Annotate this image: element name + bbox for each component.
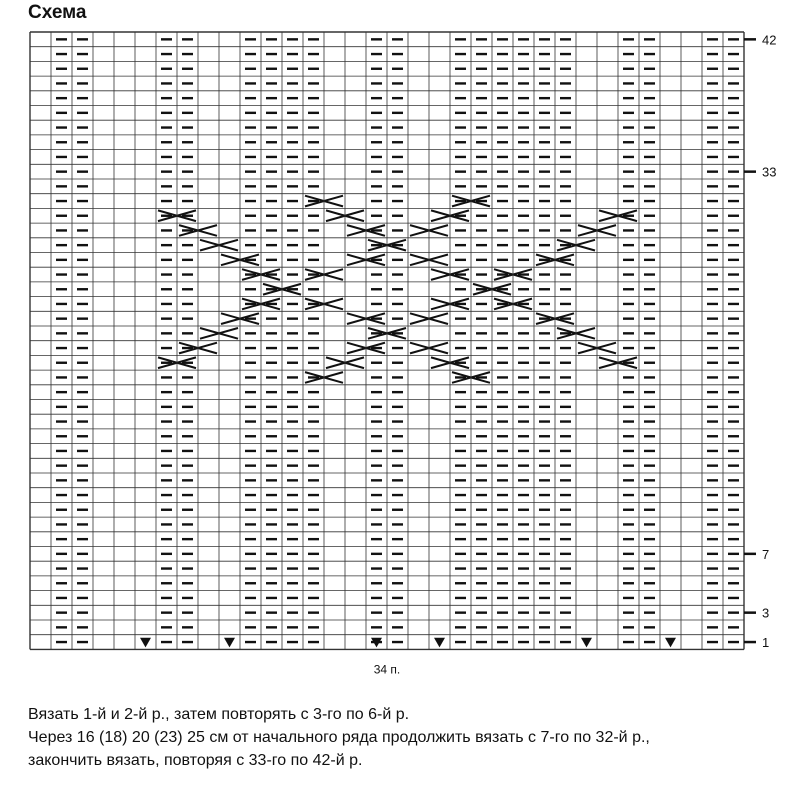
- row-marker-label: 42: [762, 32, 777, 48]
- row-marker-label: 33: [762, 164, 777, 180]
- instruction-line-2: Через 16 (18) 20 (23) 25 см от начального ряда продолжить вязать с 7-го по 32-й р.,: [28, 729, 650, 746]
- row-marker-label: 7: [762, 546, 770, 562]
- stitch-count-label: 34 п.: [373, 662, 401, 677]
- decrease-triangle: [434, 638, 445, 648]
- row-marker-label: 1: [762, 635, 770, 651]
- decrease-triangle: [665, 638, 676, 648]
- chart-title: Схема: [28, 2, 87, 23]
- instructions: [28, 703, 650, 772]
- instruction-line-1: Вязать 1-й и 2-й р., затем повторять с 3-го по 6-й р.: [28, 706, 410, 723]
- row-marker-label: 3: [762, 605, 770, 621]
- instruction-line-3: закончить вязать, повторяя с 33-го по 42-й р.: [28, 752, 363, 769]
- decrease-triangle: [224, 638, 235, 648]
- decrease-triangle: [140, 638, 151, 648]
- decrease-triangle: [581, 638, 592, 648]
